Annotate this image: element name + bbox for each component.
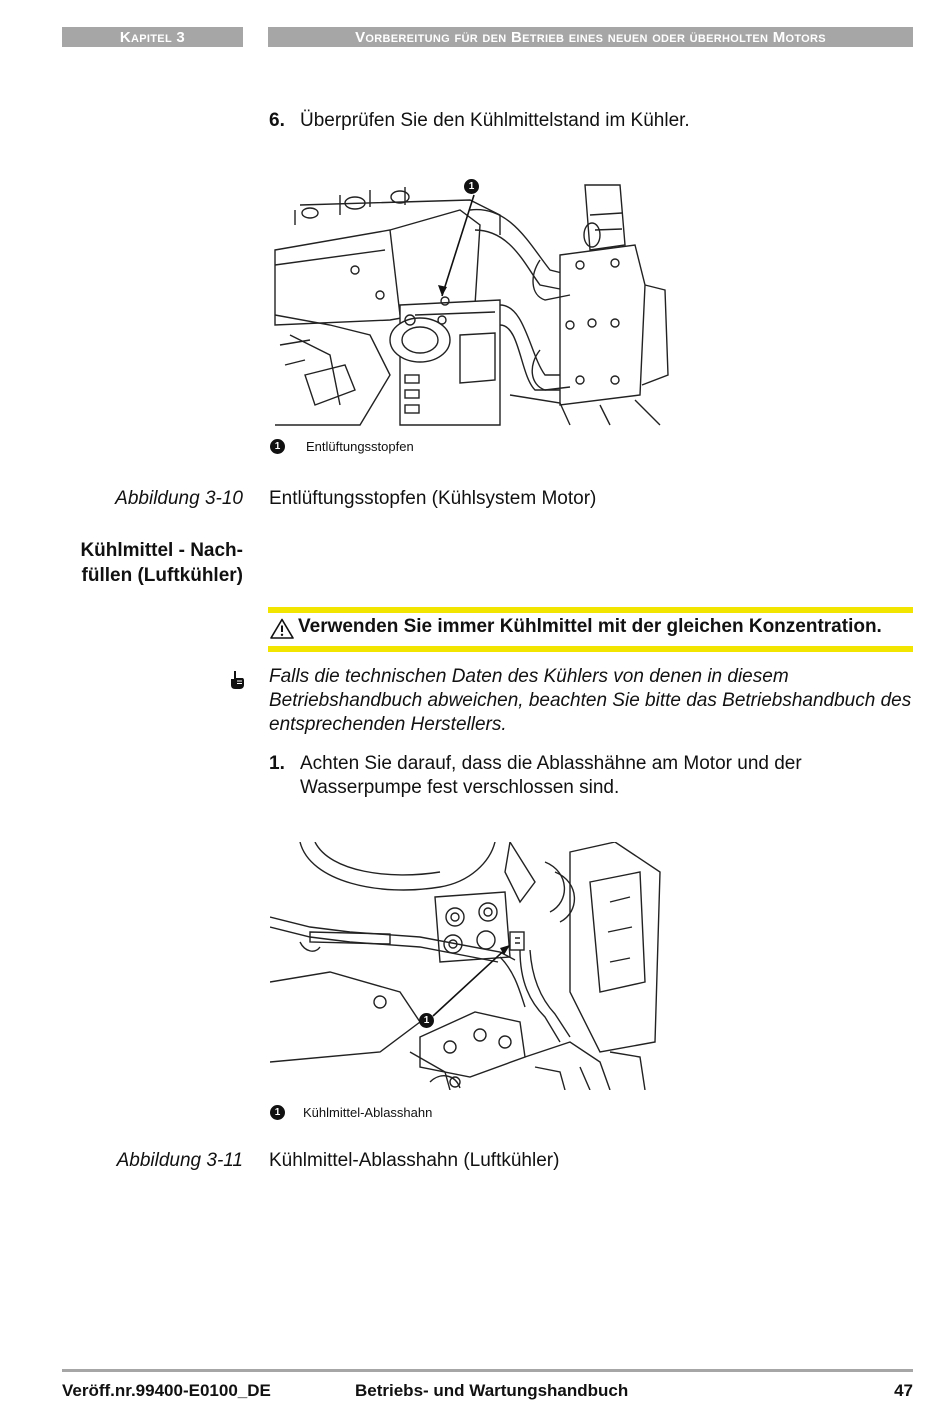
figure-coolant-drain-cock <box>270 842 665 1090</box>
figure2-caption-text: Kühlmittel-Ablasshahn (Luftkühler) <box>269 1150 560 1171</box>
footer-publication-number: Veröff.nr.99400-E0100_DE <box>62 1381 271 1400</box>
engine-line-drawing <box>270 175 670 430</box>
figure1-caption-text: Entlüftungsstopfen (Kühlsystem Motor) <box>269 488 597 509</box>
step-text: Achten Sie darauf, dass die Ablasshähne am Motor und der Wasserpumpe fest verschlossen sind. <box>300 753 802 798</box>
chapter-label: Kapitel 3 <box>119 29 186 46</box>
warning-bottom-bar <box>268 646 913 652</box>
legend-number-badge: 1 <box>270 439 285 454</box>
step-1 <box>269 752 909 802</box>
section-heading-line-1: Kühlmittel - Nach- <box>80 540 243 561</box>
figure2-caption-label: Abbildung 3-11 <box>116 1150 243 1171</box>
section-heading-line-2: füllen (Luftkühler) <box>81 565 243 586</box>
figure-callout-1: 1 <box>419 1013 434 1028</box>
step-number: 6. <box>269 110 285 131</box>
footer-manual-title: Betriebs- und Wartungshandbuch <box>355 1381 629 1400</box>
step-6 <box>269 109 909 135</box>
figure1-legend <box>270 439 570 457</box>
figure-callout-1: 1 <box>464 179 479 194</box>
section-title: Vorbereitung für den Betrieb eines neuen oder überholten Motors <box>355 29 826 46</box>
chapter-header <box>62 27 243 47</box>
warning-text: Verwenden Sie immer Kühlmittel mit der gleichen Konzentration. <box>298 616 882 637</box>
section-heading <box>40 538 243 588</box>
step-number: 1. <box>269 753 285 774</box>
legend-number-badge: 1 <box>270 1105 285 1120</box>
figure2-legend <box>270 1105 570 1123</box>
note-text: Falls die technischen Daten des Kühlers von denen in diesem Betriebshandbuch abweichen, beachten Sie bitte das Betriebshandbuch des entsprechenden Herstellers. <box>269 666 912 735</box>
section-header <box>268 27 913 47</box>
pointing-hand-icon <box>229 670 245 695</box>
legend-text: Entlüftungsstopfen <box>306 439 414 454</box>
figure1-caption-label: Abbildung 3-10 <box>115 488 243 509</box>
drain-cock-line-drawing <box>270 842 665 1090</box>
warning-top-bar <box>268 607 913 613</box>
footer-rule <box>62 1369 913 1372</box>
step-text: Überprüfen Sie den Kühlmittelstand im Kühler. <box>300 110 690 131</box>
warning-triangle-icon <box>270 618 294 644</box>
footer-page-number: 47 <box>894 1381 913 1400</box>
legend-text: Kühlmittel-Ablasshahn <box>303 1105 433 1120</box>
figure-engine-vent-plug <box>270 175 670 430</box>
